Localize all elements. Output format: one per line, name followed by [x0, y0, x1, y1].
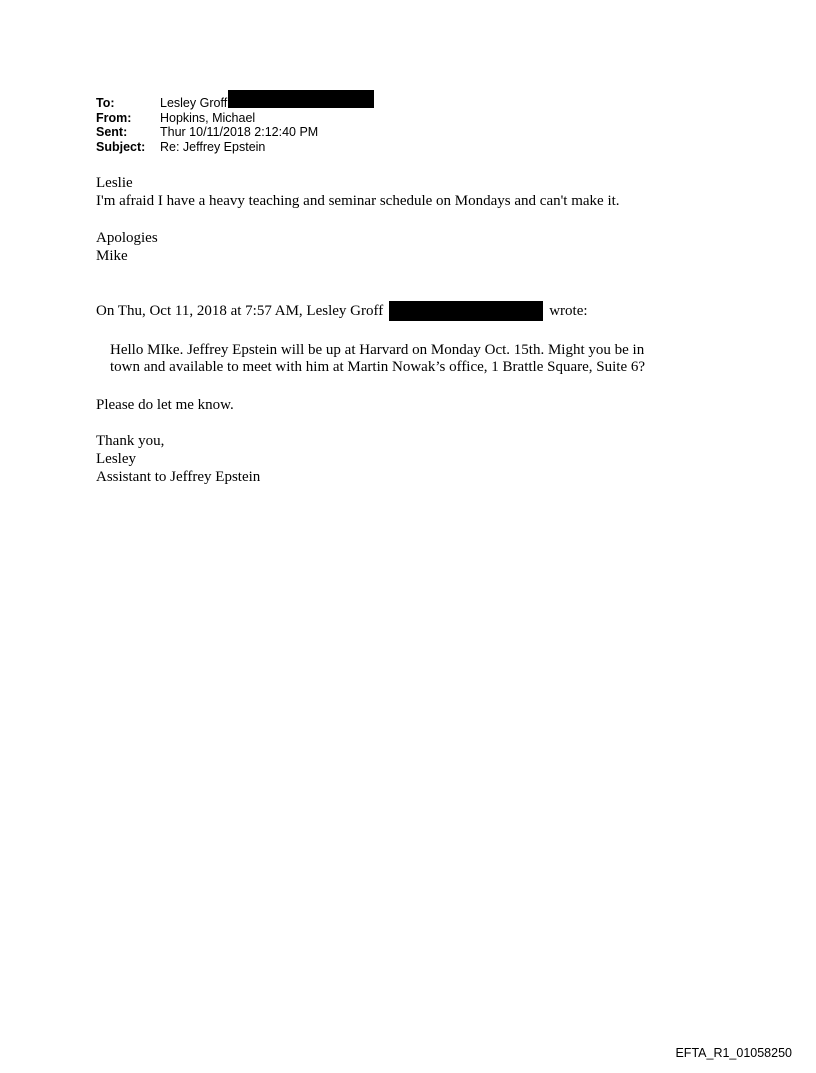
document-id: EFTA_R1_01058250 [675, 1046, 792, 1060]
reply-closing: Apologies [96, 230, 158, 246]
from-row [96, 111, 374, 126]
quoted-title: Assistant to Jeffrey Epstein [96, 469, 261, 485]
reply-line: I'm afraid I have a heavy teaching and seminar schedule on Mondays and can't make it. [96, 193, 620, 209]
email-header [96, 96, 374, 154]
quoted-name: Lesley [96, 451, 136, 467]
attribution-suffix: wrote: [549, 303, 588, 319]
redaction-box [228, 90, 374, 108]
redaction-box [389, 301, 543, 321]
subject-value: Re: Jeffrey Epstein [160, 139, 266, 154]
quoted-line: town and available to meet with him at Martin Nowak’s office, 1 Brattle Square, Suite 6? [110, 359, 646, 375]
quote-attribution [96, 302, 588, 322]
quoted-line: Hello MIke. Jeffrey Epstein will be up at Harvard on Monday Oct. 15th. Might you be in [110, 342, 645, 358]
from-label: From: [96, 110, 132, 125]
sent-row [96, 125, 374, 140]
quoted-thanks: Thank you, [96, 433, 165, 449]
sent-label: Sent: [96, 125, 128, 139]
reply-greeting: Leslie [96, 175, 133, 191]
to-label: To: [96, 96, 115, 110]
subject-label: Subject: [96, 139, 146, 154]
to-value: Lesley Groff [160, 96, 228, 110]
reply-signature: Mike [96, 248, 128, 264]
subject-row [96, 140, 374, 155]
quoted-request: Please do let me know. [96, 397, 234, 413]
sent-value: Thur 10/11/2018 2:12:40 PM [160, 125, 319, 139]
to-row [96, 96, 374, 111]
from-value: Hopkins, Michael [160, 110, 256, 125]
attribution-prefix: On Thu, Oct 11, 2018 at 7:57 AM, Lesley Groff [96, 303, 384, 319]
